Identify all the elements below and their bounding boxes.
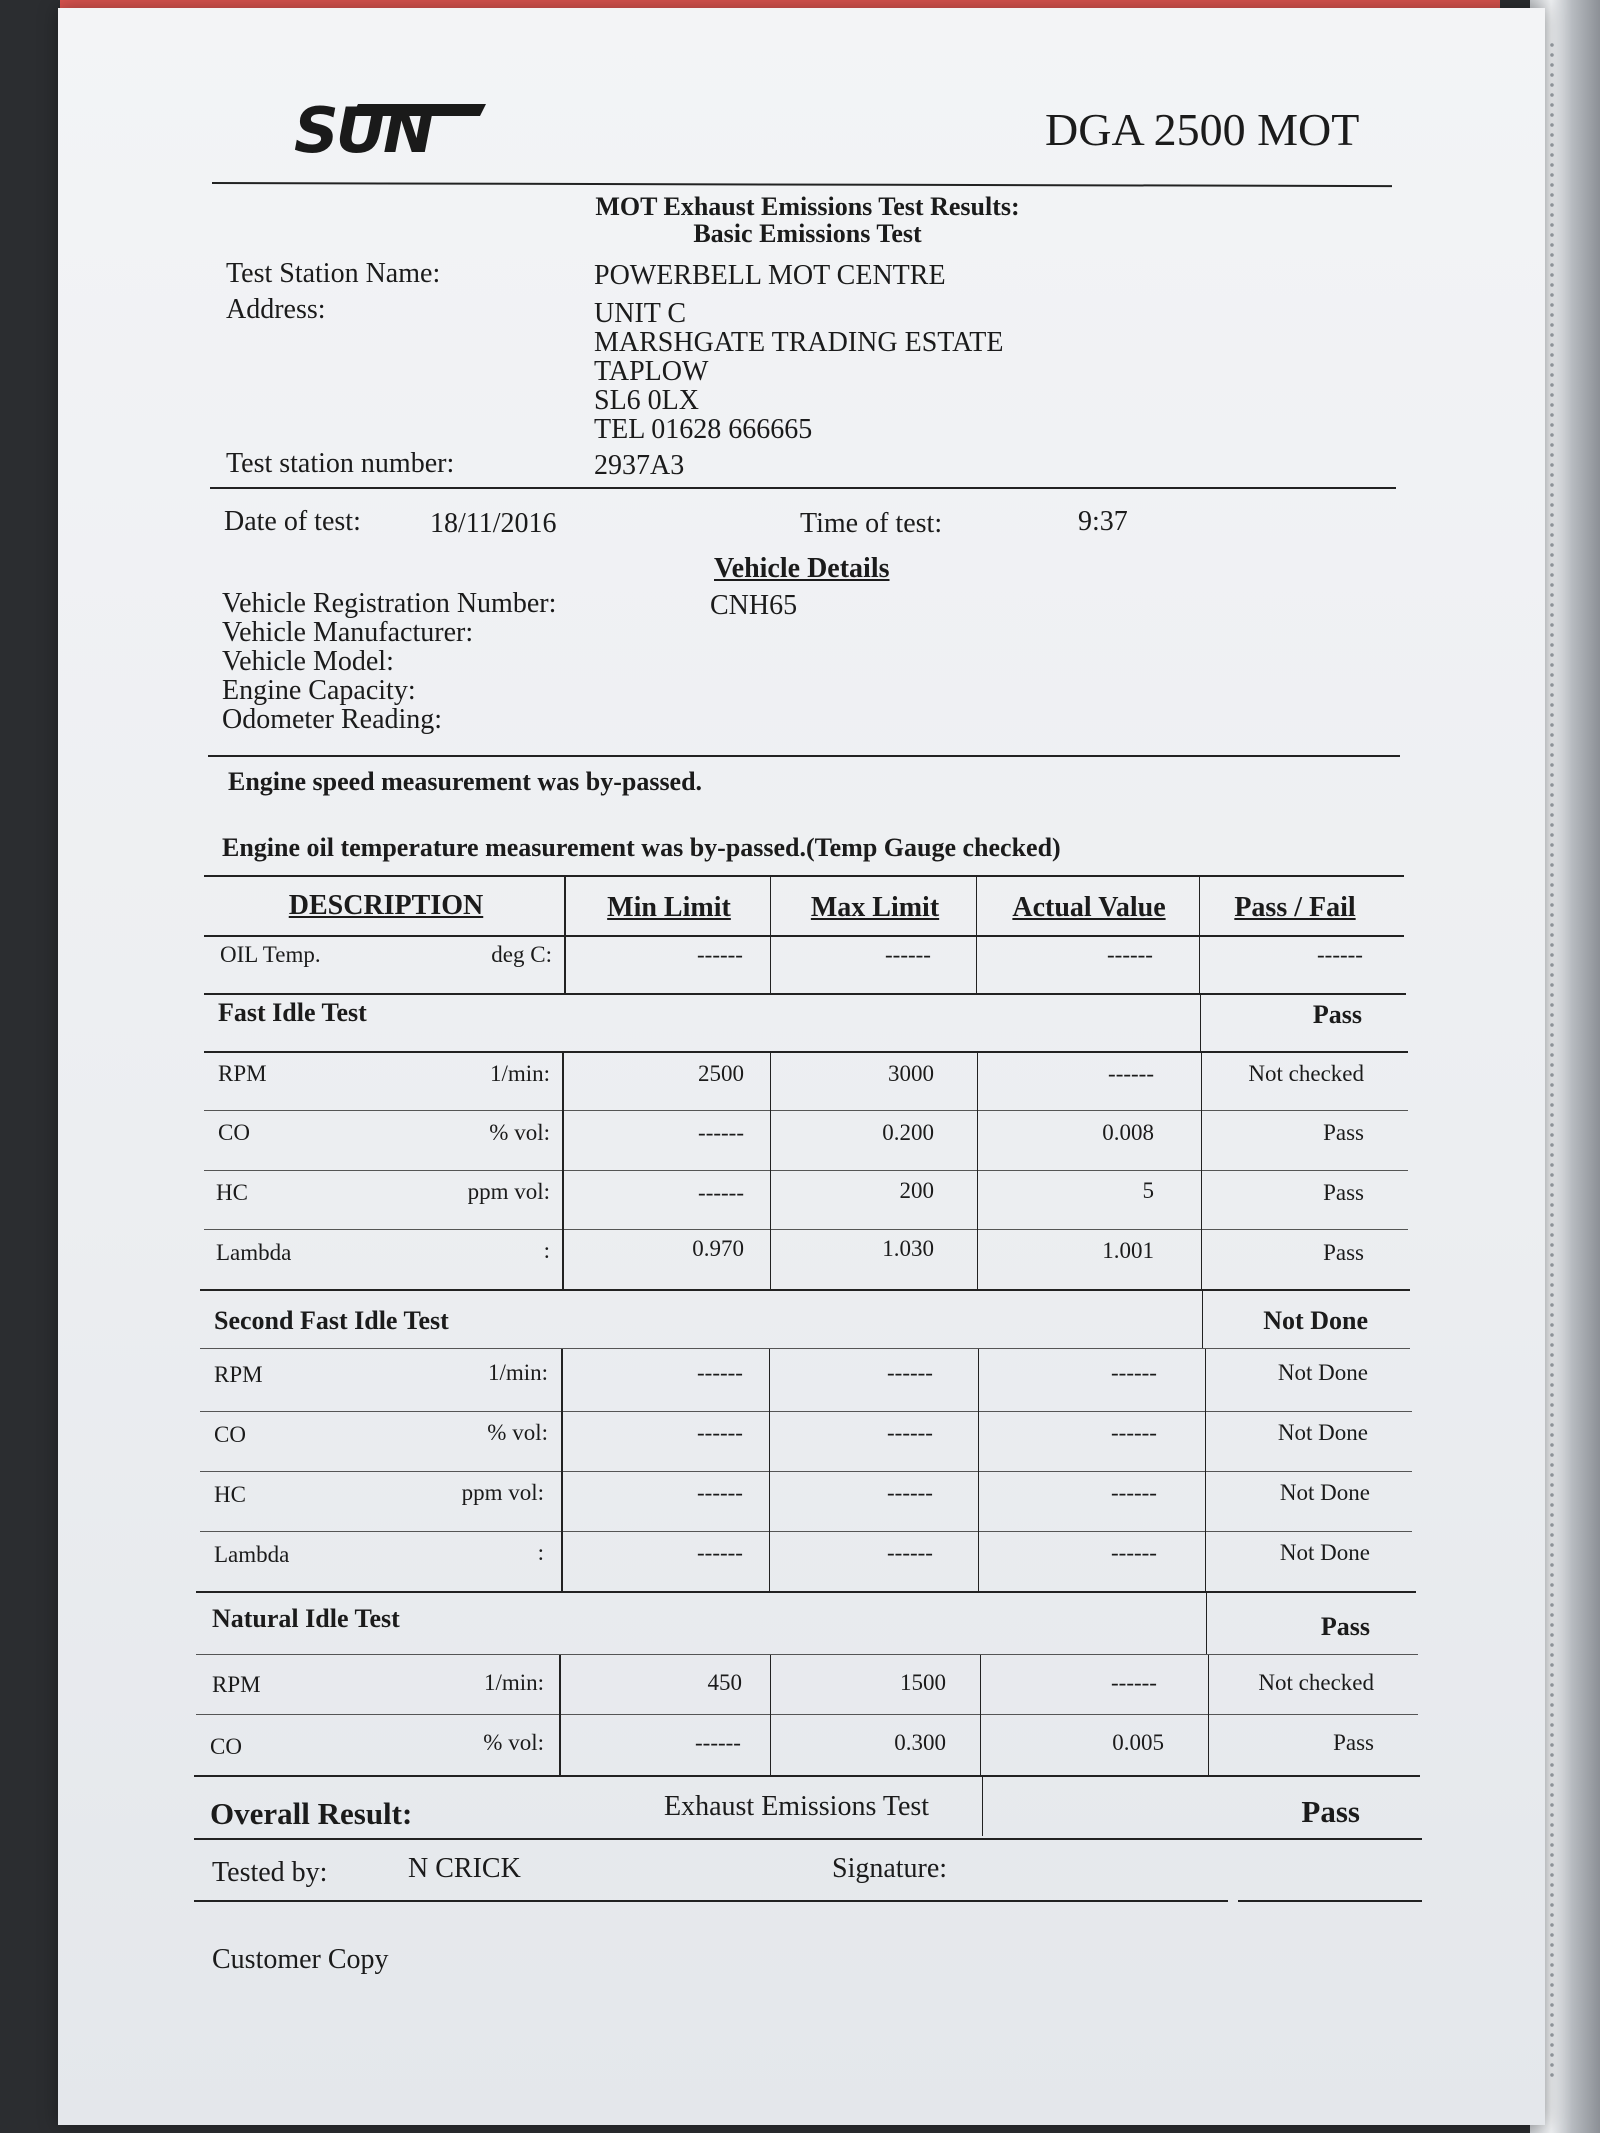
overall-result: Pass [1301, 1794, 1360, 1829]
second-fast-idle-hc-name: HC [214, 1482, 246, 1507]
second-fast-idle-lambda-max: ------ [887, 1540, 933, 1565]
second-fast-idle-title-border [200, 1348, 1410, 1349]
fast-idle-co-max: 0.200 [882, 1120, 934, 1145]
fast-idle-lambda-actual: 1.001 [1102, 1238, 1154, 1263]
row-divider [200, 1411, 1412, 1412]
second-fast-idle-co-unit: % vol: [487, 1420, 548, 1445]
station-number: 2937A3 [594, 450, 685, 481]
second-fast-idle-rpm-min: ------ [697, 1360, 743, 1385]
time-label: Time of test: [800, 508, 943, 539]
oil-row-bottom-border [204, 993, 1406, 995]
fast-idle-rpm-max: 3000 [888, 1061, 934, 1086]
fast-idle-lambda-min: 0.970 [692, 1236, 744, 1261]
fast-idle-lambda-result: Pass [1323, 1240, 1364, 1265]
col-divider-min [770, 1655, 771, 1775]
engine-capacity-label: Engine Capacity: [222, 675, 416, 706]
overall-result-label: Overall Result: [210, 1796, 413, 1831]
header-actual-value: Actual Value [1012, 892, 1166, 923]
binder-perforation [1548, 40, 1556, 2080]
report-subtitle: Basic Emissions Test [693, 219, 922, 248]
col-divider-result [1206, 1592, 1207, 1654]
fast-idle-lambda-max: 1.030 [882, 1236, 934, 1261]
fast-idle-hc-result: Pass [1323, 1180, 1364, 1205]
col-divider-min [769, 1349, 770, 1591]
natural-idle-co-max: 0.300 [894, 1730, 946, 1755]
oil-temp-min: ------ [697, 942, 743, 967]
address-line: TEL 01628 666665 [594, 414, 813, 445]
tested-by-label: Tested by: [212, 1857, 328, 1888]
oil-temp-unit: deg C: [491, 942, 552, 967]
vehicle-details-heading: Vehicle Details [714, 553, 890, 584]
col-divider-desc [561, 1349, 563, 1591]
overall-test-name: Exhaust Emissions Test [664, 1791, 930, 1822]
col-divider-max [980, 1655, 981, 1775]
second-fast-idle-co-name: CO [214, 1422, 246, 1447]
fast-idle-result: Pass [1312, 1000, 1362, 1029]
customer-copy-label: Customer Copy [212, 1944, 389, 1975]
fast-idle-hc-name: HC [216, 1180, 248, 1205]
second-fast-idle-co-actual: ------ [1111, 1420, 1157, 1445]
second-fast-idle-rpm-unit: 1/min: [487, 1360, 548, 1385]
header-max-limit: Max Limit [810, 892, 940, 923]
registration-label: Vehicle Registration Number: [222, 588, 557, 619]
second-fast-idle-rpm-actual: ------ [1111, 1360, 1157, 1385]
natural-idle-rpm-unit: 1/min: [483, 1670, 544, 1695]
header-bottom-border [204, 935, 1404, 937]
second-fast-idle-rpm-name: RPM [214, 1362, 263, 1387]
row-divider [200, 1531, 1412, 1532]
table-bottom-border [194, 1775, 1420, 1777]
vehicle-divider [208, 755, 1400, 757]
header-pass-fail: Pass / Fail [1234, 892, 1356, 923]
date-label: Date of test: [224, 506, 361, 537]
second-fast-idle-hc-min: ------ [697, 1480, 743, 1505]
test-date: 18/11/2016 [430, 508, 557, 539]
engine-speed-note: Engine speed measurement was by-passed. [228, 767, 703, 796]
instrument-model: DGA 2500 MOT [1045, 104, 1360, 155]
row-divider [200, 1471, 1412, 1472]
second-fast-idle-rpm-result: Not Done [1277, 1360, 1368, 1385]
sun-logo [288, 94, 488, 167]
natural-idle-title: Natural Idle Test [212, 1604, 400, 1633]
col-divider-desc [559, 1655, 561, 1775]
natural-idle-co-name: CO [210, 1734, 242, 1759]
row-divider [196, 1714, 1418, 1715]
fast-idle-co-result: Pass [1323, 1120, 1364, 1145]
station-divider [210, 487, 1396, 489]
fast-idle-co-unit: % vol: [489, 1120, 550, 1145]
natural-idle-co-result: Pass [1333, 1730, 1374, 1755]
natural-idle-rpm-result: Not checked [1258, 1670, 1374, 1695]
second-fast-idle-hc-unit: ppm vol: [461, 1480, 544, 1505]
fast-idle-hc-actual: 5 [1142, 1178, 1154, 1203]
col-divider-desc [562, 1052, 564, 1290]
oil-temp-result: ------ [1317, 942, 1363, 967]
overall-divider [982, 1776, 983, 1836]
footer-divider [194, 1900, 1228, 1902]
second-fast-idle-result: Not Done [1263, 1306, 1368, 1335]
address-line: SL6 0LX [594, 385, 699, 416]
tester-name: N CRICK [408, 1853, 521, 1884]
fast-idle-lambda-name: Lambda [216, 1240, 292, 1265]
overall-bottom-border [194, 1838, 1422, 1840]
natural-idle-result: Pass [1320, 1612, 1370, 1641]
address-line: MARSHGATE TRADING ESTATE [594, 327, 1004, 358]
sun-logo-text: SUN [294, 94, 432, 167]
second-fast-idle-bottom-border [196, 1591, 1416, 1593]
fast-idle-rpm-min: 2500 [698, 1061, 744, 1086]
col-divider-result [1200, 994, 1201, 1052]
col-divider-max [978, 1349, 979, 1591]
second-fast-idle-lambda-name: Lambda [214, 1542, 290, 1567]
second-fast-idle-hc-max: ------ [887, 1480, 933, 1505]
col-divider-min [770, 876, 771, 994]
fast-idle-bottom-border [200, 1289, 1410, 1291]
fast-idle-rpm-actual: ------ [1108, 1061, 1154, 1086]
second-fast-idle-lambda-result: Not Done [1279, 1540, 1370, 1565]
registration-number: CNH65 [710, 590, 798, 621]
second-fast-idle-co-min: ------ [697, 1420, 743, 1445]
model-label: Vehicle Model: [222, 646, 394, 677]
col-divider-actual [1205, 1349, 1206, 1591]
fast-idle-title-border [204, 1051, 1408, 1053]
report-title: MOT Exhaust Emissions Test Results: [595, 192, 1020, 221]
signature-label: Signature: [832, 1853, 948, 1884]
col-divider-actual [1199, 876, 1200, 994]
row-divider [204, 1229, 1408, 1230]
natural-idle-co-unit: % vol: [483, 1730, 544, 1755]
col-divider-actual [1201, 1052, 1202, 1290]
fast-idle-co-actual: 0.008 [1102, 1120, 1154, 1145]
second-fast-idle-hc-result: Not Done [1279, 1480, 1370, 1505]
station-name-label: Test Station Name: [226, 258, 441, 289]
col-divider-max [976, 876, 977, 994]
oil-temp-note: Engine oil temperature measurement was by-passed.(Temp Gauge checked) [222, 833, 1061, 862]
col-divider-actual [1208, 1655, 1209, 1775]
second-fast-idle-hc-actual: ------ [1111, 1480, 1157, 1505]
fast-idle-hc-unit: ppm vol: [467, 1179, 550, 1204]
address-label: Address: [226, 294, 326, 325]
fast-idle-rpm-unit: 1/min: [489, 1061, 550, 1086]
natural-idle-rpm-name: RPM [212, 1672, 261, 1697]
fast-idle-hc-min: ------ [698, 1180, 744, 1205]
row-divider [204, 1170, 1408, 1171]
second-fast-idle-rpm-max: ------ [887, 1360, 933, 1385]
fast-idle-co-min: ------ [698, 1120, 744, 1145]
fast-idle-lambda-unit: : [543, 1238, 550, 1263]
fast-idle-rpm-name: RPM [218, 1061, 267, 1086]
station-number-label: Test station number: [226, 448, 455, 479]
test-time: 9:37 [1078, 506, 1128, 537]
second-fast-idle-title: Second Fast Idle Test [214, 1306, 449, 1335]
header-min-limit: Min Limit [607, 892, 731, 923]
col-divider-result [1202, 1290, 1203, 1348]
second-fast-idle-co-result: Not Done [1277, 1420, 1368, 1445]
address-line: UNIT C [594, 298, 687, 329]
second-fast-idle-lambda-unit: : [537, 1540, 544, 1565]
station-name: POWERBELL MOT CENTRE [594, 260, 946, 291]
natural-idle-rpm-actual: ------ [1111, 1670, 1157, 1695]
natural-idle-title-border [196, 1654, 1418, 1655]
fast-idle-title: Fast Idle Test [218, 998, 367, 1027]
fast-idle-rpm-result: Not checked [1248, 1061, 1364, 1086]
table-top-border [204, 875, 1404, 877]
signature-line [1238, 1900, 1422, 1902]
address-line: TAPLOW [594, 356, 709, 387]
row-divider [204, 1110, 1408, 1111]
natural-idle-rpm-max: 1500 [900, 1670, 946, 1695]
natural-idle-co-actual: 0.005 [1112, 1730, 1164, 1755]
header-description: DESCRIPTION [288, 890, 484, 921]
fast-idle-hc-max: 200 [899, 1178, 934, 1203]
manufacturer-label: Vehicle Manufacturer: [222, 617, 474, 648]
oil-temp-max: ------ [885, 942, 931, 967]
natural-idle-rpm-min: 450 [707, 1670, 742, 1695]
fast-idle-co-name: CO [218, 1120, 250, 1145]
second-fast-idle-lambda-min: ------ [697, 1540, 743, 1565]
second-fast-idle-lambda-actual: ------ [1111, 1540, 1157, 1565]
oil-temp-actual: ------ [1107, 942, 1153, 967]
col-divider-max [977, 1052, 978, 1290]
odometer-label: Odometer Reading: [222, 704, 443, 735]
col-divider-desc [564, 876, 566, 994]
natural-idle-co-min: ------ [695, 1730, 741, 1755]
second-fast-idle-co-max: ------ [887, 1420, 933, 1445]
col-divider-min [770, 1052, 771, 1290]
oil-temp-name: OIL Temp. [220, 942, 321, 967]
